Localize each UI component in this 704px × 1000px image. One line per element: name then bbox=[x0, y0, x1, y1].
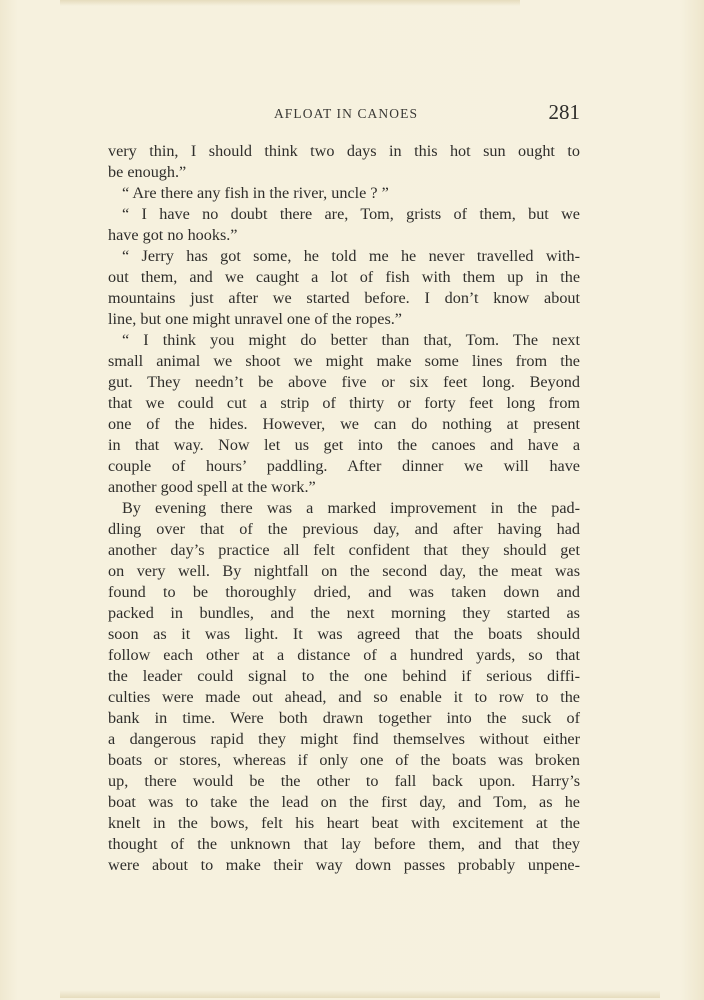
text-line: soon as it was light. It was agreed that the boats should bbox=[108, 625, 580, 643]
text-line: in that way. Now let us get into the canoes and have a bbox=[108, 436, 580, 454]
text-line: boat was to take the lead on the first day, and Tom, as he bbox=[108, 793, 580, 811]
page-edge-shadow-top bbox=[60, 0, 520, 6]
text-line: have got no hooks.” bbox=[108, 226, 238, 244]
text-line: up, there would be the other to fall back upon. Harry’s bbox=[108, 772, 580, 790]
text-line: another good spell at the work.” bbox=[108, 478, 316, 496]
text-line: culties were made out ahead, and so enable it to row to the bbox=[108, 688, 580, 706]
text-line: be enough.” bbox=[108, 163, 187, 181]
text-line: gut. They needn’t be above five or six feet long. Beyond bbox=[108, 373, 580, 391]
text-line: very thin, I should think two days in this hot sun ought to bbox=[108, 142, 580, 160]
text-line: By evening there was a marked improvement in the pad- bbox=[122, 499, 580, 517]
text-line: mountains just after we started before. I don’t know about bbox=[108, 289, 580, 307]
text-line: “ I think you might do better than that, Tom. The next bbox=[122, 331, 580, 349]
text-line: on very well. By nightfall on the second day, the meat was bbox=[108, 562, 580, 580]
text-line: small animal we shoot we might make some lines from the bbox=[108, 352, 580, 370]
text-line: a dangerous rapid they might find themselves without either bbox=[108, 730, 580, 748]
text-line: were about to make their way down passes probably unpene- bbox=[108, 856, 580, 874]
text-line: “ Are there any fish in the river, uncle ? ” bbox=[122, 184, 389, 202]
text-line: the leader could signal to the one behind if serious diffi- bbox=[108, 667, 580, 685]
text-line: found to be thoroughly dried, and was taken down and bbox=[108, 583, 580, 601]
text-line: bank in time. Were both drawn together into the suck of bbox=[108, 709, 580, 727]
text-line: knelt in the bows, felt his heart beat with excitement at the bbox=[108, 814, 580, 832]
text-line: out them, and we caught a lot of fish with them up in the bbox=[108, 268, 580, 286]
body-text bbox=[108, 141, 580, 876]
page-number: 281 bbox=[548, 100, 580, 124]
text-line: “ I have no doubt there are, Tom, grists of them, but we bbox=[122, 205, 580, 223]
text-line: line, but one might unravel one of the ropes.” bbox=[108, 310, 402, 328]
text-line: packed in bundles, and the next morning they started as bbox=[108, 604, 580, 622]
text-line: follow each other at a distance of a hundred yards, so that bbox=[108, 646, 580, 664]
text-line: thought of the unknown that lay before them, and that they bbox=[108, 835, 580, 853]
text-line: another day’s practice all felt confident that they should get bbox=[108, 541, 580, 559]
running-header bbox=[108, 102, 580, 128]
text-line: one of the hides. However, we can do nothing at present bbox=[108, 415, 580, 433]
text-line: boats or stores, whereas if only one of the boats was broken bbox=[108, 751, 580, 769]
page-edge-shadow-bottom bbox=[60, 990, 660, 998]
text-line: couple of hours’ paddling. After dinner we will have bbox=[108, 457, 580, 475]
text-line: that we could cut a strip of thirty or forty feet long from bbox=[108, 394, 580, 412]
running-title: AFLOAT IN CANOES bbox=[273, 106, 419, 121]
text-line: “ Jerry has got some, he told me he never travelled with- bbox=[122, 247, 580, 265]
text-line: dling over that of the previous day, and after having had bbox=[108, 520, 580, 538]
